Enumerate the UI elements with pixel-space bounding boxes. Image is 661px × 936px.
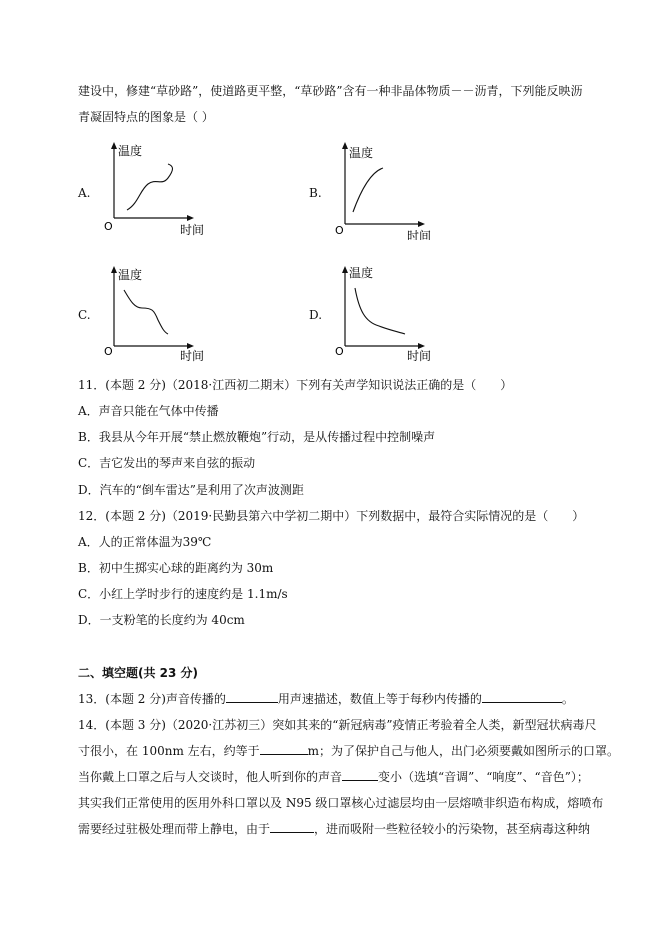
graph-d-x-label: 时间 <box>407 349 432 363</box>
q14-line-5 <box>78 820 590 838</box>
graph-a-y-arrow <box>111 142 117 149</box>
graph-a-origin: O <box>104 220 113 233</box>
q14-line-1: 14．(本题 3 分)（2020·江苏初三）突如其来的“新冠病毒”疫情正考验着全人类，新型冠状病毒尺 <box>78 718 597 732</box>
graph-d <box>331 264 441 364</box>
q13-part-2: 用声速描述，数值上等于每秒内传播的 <box>277 692 482 706</box>
graph-a-curve <box>127 164 173 210</box>
graph-d-curve <box>355 288 405 334</box>
section-2-title: 二、填空题(共 23 分) <box>78 666 199 680</box>
graph-c-y-arrow <box>111 266 117 273</box>
q14-blank-2[interactable] <box>342 768 378 781</box>
graph-b-origin: O <box>335 224 344 237</box>
graph-b-x-label: 时间 <box>407 229 432 240</box>
q13-part-3: 。 <box>561 692 574 706</box>
q13-part-1: 13．(本题 2 分)声音传播的 <box>78 692 226 706</box>
q14-blank-1[interactable] <box>260 742 308 755</box>
q12-option-a: A．人的正常体温为39℃ <box>78 535 212 549</box>
q11-option-d: D．汽车的“倒车雷达”是利用了次声波测距 <box>78 483 304 497</box>
q13-blank-1[interactable] <box>226 690 278 703</box>
intro-line-2: 青凝固特点的图象是（ ） <box>78 110 214 124</box>
q11-option-a: A．声音只能在气体中传播 <box>78 404 219 418</box>
q14-line-5-part-b: ，进而吸附一些粒径较小的污染物，甚至病毒这种纳 <box>314 822 591 836</box>
graph-option-c-label: C. <box>78 308 91 322</box>
graph-c-y-label: 温度 <box>118 268 143 282</box>
q12-stem: 12．(本题 2 分)（2019·民勤县第六中学初二期中）下列数据中，最符合实际情况的是（ ） <box>78 509 585 523</box>
q14-line-2-part-b: m；为了保护自己与他人，出门必须要戴如图所示的口罩。 <box>307 744 620 758</box>
q14-line-5-part-a: 需要经过驻极处理而带上静电，由于 <box>78 822 271 836</box>
q14-line-3-part-b: 变小（选填“音调”、“响度”、“音色”）； <box>378 770 589 784</box>
graph-b <box>331 140 441 240</box>
graph-b-curve <box>353 168 383 212</box>
q11-stem: 11．(本题 2 分)（2018·江西初二期末）下列有关声学知识说法正确的是（ ） <box>78 378 513 392</box>
graph-option-d-label: D. <box>309 308 323 322</box>
graph-a-x-label: 时间 <box>180 223 205 237</box>
q14-line-2-part-a: 寸很小，在 100nm 左右，约等于 <box>78 744 260 758</box>
q12-option-d: D．一支粉笔的长度约为 40cm <box>78 613 245 627</box>
q11-option-b: B．我县从今年开展“禁止燃放鞭炮”行动，是从传播过程中控制噪声 <box>78 430 436 444</box>
q13-line <box>78 690 574 708</box>
graph-d-y-arrow <box>342 266 348 273</box>
graph-b-y-arrow <box>342 142 348 149</box>
q14-line-4: 其实我们正常使用的医用外科口罩以及 N95 级口罩核心过滤层均由一层熔喷非织造布构成，熔喷布 <box>78 796 604 810</box>
q13-blank-2[interactable] <box>482 690 562 703</box>
q14-blank-3[interactable] <box>270 820 314 833</box>
q12-option-b: B．初中生掷实心球的距离约为 30m <box>78 561 274 575</box>
graph-d-y-label: 温度 <box>349 266 374 280</box>
graph-option-a-label: A. <box>78 186 91 200</box>
graph-c-x-label: 时间 <box>180 349 205 363</box>
graph-d-origin: O <box>335 345 344 358</box>
graph-c <box>100 264 210 364</box>
q12-option-c: C．小红上学时步行的速度约是 1.1m/s <box>78 587 288 601</box>
graph-c-origin: O <box>104 345 113 358</box>
graph-a-y-label: 温度 <box>118 144 143 158</box>
graph-c-curve <box>124 290 168 334</box>
q14-line-2 <box>78 742 619 760</box>
intro-line-1: 建设中，修建“草砂路”，使道路更平整，“草砂路”含有一种非晶体物质－－沥青，下列能反映沥 <box>78 84 583 98</box>
graph-a-x-arrow <box>187 215 194 221</box>
graph-option-b-label: B. <box>309 186 322 200</box>
graph-b-x-arrow <box>418 221 425 227</box>
graph-a <box>100 140 210 240</box>
graph-b-y-label: 温度 <box>349 146 374 160</box>
q14-line-3 <box>78 768 589 786</box>
q11-option-c: C．吉它发出的琴声来自弦的振动 <box>78 456 256 470</box>
q14-line-3-part-a: 当你戴上口罩之后与人交谈时，他人听到你的声音 <box>78 770 343 784</box>
